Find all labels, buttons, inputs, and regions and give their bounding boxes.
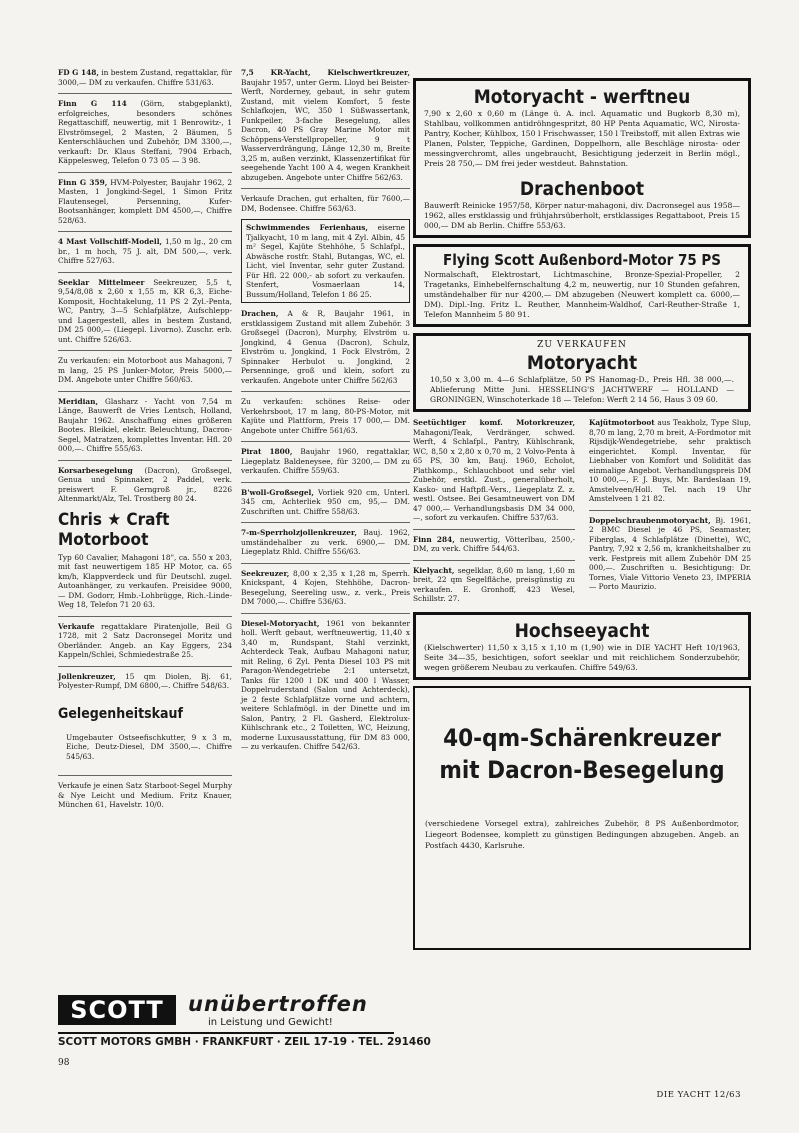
ad-lead: Diesel-Motoryacht,: [241, 618, 320, 628]
divider: [241, 522, 410, 523]
ad-text: HVM-Polyester, Baujahr 1962, 2 Masten, 1 Jongkind-Segel, 1 Simon Fritz Flautensegel, Persenning, Kufer-Bootsanhänger, komplett DM 4500,—, Chiffre 528/63.: [58, 177, 232, 225]
classified-list: [241, 68, 410, 213]
chris-craft-ad: [58, 510, 232, 610]
ad-tagline: unübertroffen: [188, 992, 368, 1016]
classified-list: [58, 781, 232, 810]
classified-ad: [241, 447, 410, 476]
classified-list: [413, 418, 575, 610]
divider: [58, 172, 232, 173]
classified-ad: [241, 569, 410, 607]
column-right: [413, 68, 751, 956]
ad-headline: Hochseeyacht: [514, 619, 650, 642]
ad-text: Glasharz - Yacht von 7,54 m Länge, Bauwerft de Vries Lentsch, Holland, Baujahr 1962. Anschaffung eines größeren Bootes. Bleikiel, elektr. Beleuchtung, Dacron-Segel, Matratzen, komplettes Inventar. Hfl. 20 000,—. Chiffre 555/63.: [58, 396, 232, 453]
ad-headline: Motoryacht: [526, 352, 638, 374]
scott-logo: SCOTT: [58, 995, 176, 1025]
divider: [58, 460, 232, 461]
ad-lead: Pirat 1800,: [241, 447, 293, 456]
ad-text: Zu verkaufen: ein Motorboot aus Mahagoni, 7 m lang, 25 PS Junker-Motor, Preis 5000,— DM. Angebote unter Chiffre 560/63.: [58, 356, 232, 384]
ad-text: A & R, Baujahr 1961, in erstklassigem Zustand mit allem Zubehör. 3 Großsegel (Dacron), Murphy, Elvström u. Jongkind, 4 Genua (Dacron), Schulz, Elvström u. Jongkind, 1 Fock Elvström, 2 Spinnaker Herbulot u. Jongkind, 2 Persenninge, groß und klein, sofort zu verkaufen. Angebote unter Chiffre 562/63: [241, 309, 410, 385]
ad-lead: Verkaufe: [58, 621, 95, 631]
ad-headline: Flying Scott Außenbord-Motor 75 PS: [442, 251, 722, 269]
classified-ad: [58, 237, 232, 266]
ad-text: Verkaufe Drachen, gut erhalten, für 7600,— DM, Bodensee. Chiffre 563/63.: [241, 194, 410, 213]
ad-headline: Motoryacht - werftneu: [473, 86, 691, 108]
ad-headline-2: Drachenboot: [519, 178, 645, 200]
ferienhaus-ad: [241, 219, 410, 303]
ad-lead: Drachen,: [241, 309, 279, 318]
ad-lead: Seetüchtiger komf. Motorkreuzer,: [413, 418, 575, 427]
ad-lead: Kielyacht,: [413, 565, 455, 575]
ad-body: Umgebauter Ostseefischkutter, 9 x 3 m, Eiche, Deutz-Diesel, DM 3500,—. Chiffre 545/63.: [66, 732, 232, 761]
classified-ad: [241, 528, 410, 557]
page-number: 98: [58, 1058, 70, 1068]
ad-lead: Finn G 359,: [58, 177, 108, 187]
ad-text: segelklar, 8,60 m lang, 1,60 m breit, 22 qm Segelfläche, preisgünstig zu verkaufen. E. Gronhoff, 423 Wesel, Schillstr. 27.: [413, 565, 575, 603]
column-middle: [241, 68, 410, 758]
divider: [241, 188, 410, 189]
classified-list: [58, 68, 232, 504]
ad-text: Verkaufe je einen Satz Starboot-Segel Murphy & Nye Leicht und Medium. Fritz Knauer, München 61, Havelstr. 10/0.: [58, 781, 232, 809]
ad-lead: 7,5 KR-Yacht, Kielschwertkreuzer,: [241, 68, 410, 77]
ad-text: (Görn, stabgeplankt), erfolgreiches, besonders schönes Regattaschiff, neuwertig, mit 1 Benrowitz-, 1 Elvströmsegel, 2 Masten, 2 Bäumen, 5 Kenterschläuchen und Zubehör, DM 3300,—, verkauft: Dr. Klaus Steffani, 7904 Erbach, Käppelesweg, Telefon 0 73 05 — 3 98.: [58, 99, 232, 165]
gelegenheitskauf-ad: [58, 705, 232, 762]
classified-ad: [58, 397, 232, 454]
classified-list: [589, 418, 751, 610]
classified-ad: [589, 516, 751, 592]
ad-text: Bj. 1961, 2 BMC Diesel je 46 PS, Seamaster, Fiberglas, 4 Schlafplätze (Dinette), WC, Pantry, 7,92 x 2,56 m, krankheitshalber zu verk. Festpreis mit allem Zubehör DM 25 000,—. Zuschriften u. Besichtigung: Dr. Tornes, Viale Vittorio Veneto 23, IMPERIA — Porto Maurizio.: [589, 515, 751, 591]
ad-text: 15 qm Diolen, Bj. 61, Polyester-Rumpf, DM 6800,—. Chiffre 548/63.: [58, 671, 232, 690]
ad-text: aus Teakholz, Type Slup, 8,70 m lang, 2,70 m breit, A-Fordmotor mit Rijsdijk-Wendegetriebe, sehr praktisch eingerichtet. Kompl. Inventar, für Liebhaber von Komfort und Solidität das einmalige Angebot. Verhandlungspreis DM 10 000,—, F. J. Buys, Mr. Bardeslaan 19, Amstelveen/Holl. Tel. nach 19 Uhr Amstelveen 1 21 82.: [589, 418, 751, 503]
ad-body-2: Bauwerft Reinicke 1957/58, Körper natur-mahagoni, div. Dacronsegel aus 1958—1962, alles erstklassig und frühjahrsüberholt, erstklassiges Regattaboot, Preis 15 000,— DM ab Berlin. Chiffre 553/63.: [424, 201, 740, 230]
divider: [413, 560, 575, 561]
flying-scott-ad: [413, 244, 751, 327]
ad-body: 10,50 x 3,00 m. 4—6 Schlafplätze, 50 PS Hanomag-D., Preis Hfl. 38 000,—. Ablieferung Mitte Juni. HESSELING'S JACHTWERF — HOLLAND — GRONINGEN, Winschoterkade 18 — Telefon: Werft 2 14 56, Haus 3 09 60.: [430, 375, 734, 404]
divider: [58, 616, 232, 617]
ad-headline: 40-qm-Schärenkreuzer mit Dacron-Besegelung: [439, 723, 725, 784]
divider: [58, 231, 232, 232]
classified-ad: [413, 418, 575, 523]
divider: [241, 563, 410, 564]
ad-text: 1961 von bekannter holl. Werft gebaut, werftneuwertig, 11,40 x 3,40 m, Rundspant, Stahl verzinkt, Achterdeck Teak, Aufbau Mahagoni natur, mit Reling, 6 Zyl. Penta Diesel 103 PS mit Paragon-Wendegetriebe 2:1 untersetzt, Tanks für 1200 l DK und 400 l Wasser, Doppelruderstand (Salon und Achterdeck), je 2 feste Schlafplätze vorne und achtern, weitere Schlafmögl. in der Dinette und im Salon, Pantry, 2 Fl. Gasherd, Elektrolux-Kühlschrank etc., 2 Toiletten, WC, Heizung, moderne Luxusausstattung, für DM 83 000,— zu verkaufen. Chiffre 542/63.: [241, 618, 410, 751]
ad-text: 1,50 m lg., 20 cm br., 1 m hoch, 75 J. alt, DM 500,—, verk. Chiffre 527/63.: [58, 237, 232, 265]
ad-address: SCOTT MOTORS GMBH · FRANKFURT · ZEIL 17-19 · TEL. 291460: [58, 1032, 394, 1048]
ad-body: Normalschaft, Elektrostart, Lichtmaschine, Bronze-Spezial-Propeller, 2 Tragetanks, Einhebelfernschaltung 4,2 m, neuwertig, nur 10 Stunden gefahren, umständehalber für nur 4200,— DM abzugeben (Neuwert komplett ca. 6000,— DM). Dipl.-Ing. Fritz L. Reuther, Mannheim-Waldhof, Carl-Reuther-Straße 1, Telefon Mannheim 5 80 91.: [424, 270, 740, 319]
hochseeyacht-ad: [413, 612, 751, 680]
ad-text: Mahagoni/Teak, Verdränger, schwed. Werft, 4 Schlafpl., Pantry, Kühlschrank, WC, 8,50 x 2,80 x 0,70 m, 2 Volvo-Penta à 65 PS, 30 km, Bauj. 1960, Echolot, Plathkomp., Schlauchboot und sehr viel Zubehör, erstkl. Zust., generalüberholt, Kasko- und Haftpfl.-Vers., Liegeplatz Z. z. westl. Ostsee. Bei Gesamtneuwert von DM 47 000,— Verhandlungsbasis DM 34 000,—, sofort zu verkaufen. Chiffre 537/63.: [413, 427, 575, 522]
classified-ad: [58, 672, 232, 691]
divider: [589, 510, 751, 511]
column-left: [58, 68, 232, 816]
classified-ad: [241, 619, 410, 752]
divider: [58, 775, 232, 776]
ad-lead: Seekreuzer,: [241, 568, 290, 578]
ad-lead: Finn G 114: [58, 99, 127, 108]
classified-ad: [241, 397, 410, 435]
ad-text: Baujahr 1960, regattaklar, Liegeplatz Baldeneysee, für 3200,— DM zu verkaufen. Chiffre 559/63.: [241, 447, 410, 475]
ad-lead: Meridian,: [58, 396, 99, 406]
ad-body: Typ 60 Cavalier, Mahagoni 18", ca. 550 x 203, mit fast neuwertigem 185 HP Motor, ca. 65 km/h, Klappverdeck und für Deutschl. zugel. Autoanhänger, zu verkaufen. Preisidee 9000,— DM. Godorr, Hmb.-Lohbrügge, Rich.-Linde-Weg 18, Telefon 71 20 63.: [58, 552, 232, 609]
schaerenkreuzer-ad: [413, 686, 751, 950]
motoryacht-hesseling-ad: [413, 333, 751, 412]
ad-headline: Gelegenheitskauf: [58, 705, 183, 722]
ad-body: 7,90 x 2,60 x 0,60 m (Länge ü. A. incl. Aquamatic und Bugkorb 8,30 m), Stahlbau, vollkommen antidröhngespritzt, 80 HP Penta Aquamatic, WC, Nirosta-Pantry, Kocher, Kühlbox, 150 l Frischwasser, 150 l Treibstoff, mit allen Extras wie Planen, Polster, Teppiche, Gardinen, Doppelhorn, alle Beschläge nirosta- oder messingverchromt, alles ungebraucht, Besichtigung jederzeit in Berlin mögl., Preis 28 750,— DM frei jeder westdeut. Bahnstation.: [424, 109, 740, 168]
divider: [241, 441, 410, 442]
classified-ad: [413, 566, 575, 604]
ad-lead: Doppelschraubenmotoryacht,: [589, 515, 711, 525]
ad-kicker: ZU VERKAUFEN: [537, 340, 627, 350]
ad-subline: in Leistung und Gewicht!: [208, 1017, 333, 1028]
divider: [58, 272, 232, 273]
ad-lead: 7-m-Sperrholzjollenkreuzer,: [241, 528, 357, 537]
ad-text: Baujahr 1957, unter Germ. Lloyd bei Beister-Werft, Norderney, gebaut, in sehr gutem Zustand, mit vielem Komfort, 5 feste Schlafkojen, WC, 350 l Süßwassertank, Funkpeiler, 3-fache Besegelung, alles Dacron, 40 PS Gray Marine Motor mit Schöppens-Verstellpropeller, 9 t Wasserverdrängung, Länge 12,30 m, Breite 3,25 m, außen verzinkt, Klassenzertifikat für seegehende Yacht 100 A 4, wegen Krankheit abzugeben. Angebote unter Chiffre 562/63.: [241, 77, 410, 182]
two-column-section: [413, 418, 751, 610]
classified-ad: [241, 488, 410, 517]
ad-lead: Seeklar Mittelmeer: [58, 277, 145, 287]
scott-motors-ad: [58, 992, 431, 1052]
ad-text: Zu verkaufen: schönes Reise- oder Verkehrsboot, 17 m lang, 80-PS-Motor, mit Kajüte und Plattform, Preis 17 000,— DM. Angebote unter Chiffre 561/63.: [241, 397, 410, 435]
ad-body: (verschiedene Vorsegel extra), zahlreiches Zubehör, 8 PS Außenbordmotor, Liegeort Bodensee, komplett zu günstigen Bedingungen abzugeben. Angeb. an Postfach 4430, Karlsruhe.: [425, 818, 739, 850]
classified-ad: [241, 68, 410, 182]
ad-lead: Kajütmotorboot: [589, 418, 655, 427]
ad-text: Bauj. 1962, umständehalber zu verk. 6900,— DM. Liegeplatz Rhld. Chiffre 556/63.: [241, 528, 410, 556]
ad-lead: Jollenkreuzer,: [58, 671, 116, 681]
ad-text: regattaklare Piratenjolle, Beil G 1728, mit 2 Satz Dacronsegel Moritz und Oberländer. Angeb. an Kay Eggers, 234 Kappeln/Schlei, Schmiedestraße 25.: [58, 621, 232, 659]
classified-ad: [241, 194, 410, 213]
classified-ad: [58, 356, 232, 385]
ad-text: (Dacron), Großsegel, Genua und Spinnaker, 2 Paddel, verk. preiswert F. Gerngroß jr., 8226 Altenmarkt/Alz, Tel. Trostberg 80 24.: [58, 465, 232, 503]
ad-lead: 4 Mast Vollschiff-Modell,: [58, 237, 163, 246]
classified-ad: [58, 99, 232, 166]
classified-ad: [241, 309, 410, 385]
divider: [241, 613, 410, 614]
ad-headline: Chris ★ Craft Motorboot: [58, 509, 170, 550]
divider: [241, 482, 410, 483]
motoryacht-werftneu-ad: [413, 78, 751, 238]
classified-ad: [589, 418, 751, 504]
divider: [58, 391, 232, 392]
ad-lead: Finn 284,: [413, 534, 455, 544]
classified-list: [58, 622, 232, 691]
classified-ad: [58, 466, 232, 504]
classified-ad: [58, 622, 232, 660]
classified-ad: [58, 781, 232, 810]
divider: [58, 666, 232, 667]
classified-ad: [58, 278, 232, 345]
classified-ad: [413, 535, 575, 554]
ad-text: Seekreuzer, 5,5 t, 9,54/8,08 x 2,60 x 1,55 m, KR 6,3, Eiche-Komposit, Hochtakelung, 11 PS 2 Zyl.-Penta, WC, Pantry, 3—5 Schlafplätze, Aufschlepp- und Lagergestell, alles in bestem Zustand, DM 25 000,— (Liegepl. Livorno). Zuschr. erb. unt. Chiffre 526/63.: [58, 277, 232, 344]
divider: [241, 391, 410, 392]
classified-ad: [58, 178, 232, 226]
ad-text: Vorliek 920 cm, Unterl. 345 cm, Achterliek 950 cm, 95,— DM. Zuschriften unt. Chiffre 558/63.: [241, 487, 410, 516]
classified-ad: [58, 68, 232, 87]
divider: [413, 529, 575, 530]
ad-body: (Kielschwerter) 11,50 x 3,15 x 1,10 m (1,90) wie in DIE YACHT Heft 10/1963, Seite 34—35, besichtigen, sofort seeklar und mit reichlichem Sonderzubehör, wegen größerem Neubau zu verkaufen. Chiffre 549/63.: [424, 642, 740, 672]
ad-text: neuwertig, Vötterlbau, 2500,- DM, zu verk. Chiffre 544/63.: [413, 534, 576, 553]
divider: [58, 350, 232, 351]
divider: [58, 93, 232, 94]
ad-text: in bestem Zustand, regattaklar, für 3000,— DM zu verkaufen. Chiffre 531/63.: [58, 68, 232, 87]
ad-text: 8,00 x 2,35 x 1,28 m, Sperrh. Knickspant, 4 Kojen, Stehhöhe, Dacron-Besegelung, Seereling usw., z. verk., Preis DM 7000,—. Chiffre 536/63.: [241, 568, 410, 606]
ad-lead: Korsarbesegelung: [58, 465, 133, 475]
classified-list: [241, 309, 410, 752]
ad-lead: B'woll-Großsegel,: [241, 487, 314, 497]
ad-lead: FD G 148,: [58, 68, 99, 77]
ad-body: Schwimmendes Ferienhaus, eiserne Tjalkyacht, 10 m lang, mit 4 Zyl. Albin, 45 m² Segel, Kajüte Stehhöhe, 5 Schlafpl., Abwäsche rostfr. Stahl, Butangas, WC, el. Licht, viel Inventar, sehr guter Zustand. Für Hfl. 22 000,- ab sofort zu verkaufen. Stenfert, Vosmaerlaan 14, Bussum/Holland, Telefon 1 86 25.: [246, 223, 406, 299]
page-footer: DIE YACHT 12/63: [656, 1090, 741, 1100]
